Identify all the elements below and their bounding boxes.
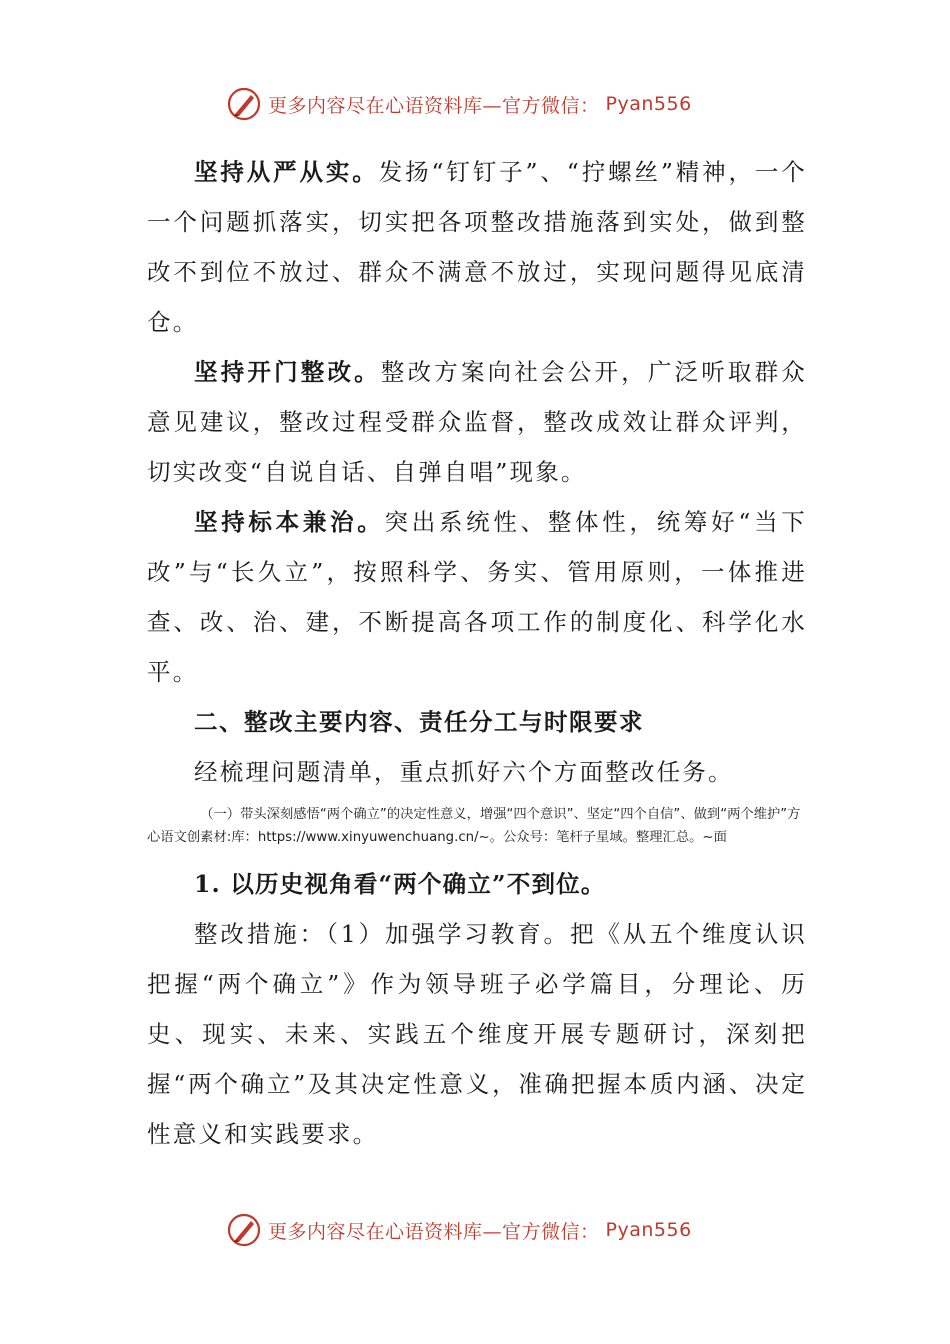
paragraph-lead: 坚持开门整改。 [194, 358, 381, 386]
paragraph-text: 突出系统性、整体性，统筹好“当下改”与“长久立”，按照科学、务实、管用原则，一体推进查、改、治、建，不断提高各项工作的制度化、科学化水平。 [147, 508, 808, 686]
paragraph-text: 整改方案向社会公开，广泛听取群众意见建议，整改过程受群众监督，整改成效让群众评判，切实改变“自说自话、自弹自唱”现象。 [147, 358, 807, 486]
paragraph-text: 发扬“钉钉子”、“拧螺丝”精神，一个一个问题抓落实，切实把各项整改措施落到实处，做到整改不到位不放过、群众不满意不放过，实现问题得见底清仓。 [147, 158, 808, 336]
paragraph-lead: 坚持从严从实。 [194, 158, 379, 186]
watermark-text: 更多内容尽在心语资料库—官方微信： [268, 1220, 600, 1243]
paragraph-open [147, 347, 807, 497]
paragraph-root-cause [147, 497, 807, 697]
watermark-text: 更多内容尽在心语资料库—官方微信： [268, 94, 600, 117]
document-body [147, 147, 807, 1159]
small-note: （一）带头深刻感悟“两个确立”的决定性意义，增强“四个意识”、坚定“四个自信”、做到“两个维护”方心语文创素材:库：https://www.xinyuwenchuang.cn/~。公众号：笔杆子星域。整理汇总。~面 [147, 807, 801, 845]
header-watermark [226, 84, 692, 124]
footer-watermark [226, 1210, 692, 1250]
item-heading: 1. 以历史视角看“两个确立”不到位。 [194, 870, 606, 898]
watermark-wechat-id: Pyan556 [605, 1219, 692, 1241]
measures-paragraph: 整改措施：（1）加强学习教育。把《从五个维度认识把握“两个确立”》作为领导班子必学篇目，分理论、历史、现实、未来、实践五个维度开展专题研讨，深刻把握“两个确立”及其决定性意义，准确把握本质内涵、决定性意义和实践要求。 [147, 920, 807, 1148]
pen-logo-icon [226, 86, 262, 122]
watermark-wechat-id: Pyan556 [605, 93, 692, 115]
section-heading: 二、整改主要内容、责任分工与时限要求 [194, 708, 644, 736]
paragraph-strict [147, 147, 807, 347]
intro-paragraph: 经梳理问题清单，重点抓好六个方面整改任务。 [194, 758, 734, 786]
paragraph-lead: 坚持标本兼治。 [194, 508, 385, 536]
pen-logo-icon [226, 1212, 262, 1248]
